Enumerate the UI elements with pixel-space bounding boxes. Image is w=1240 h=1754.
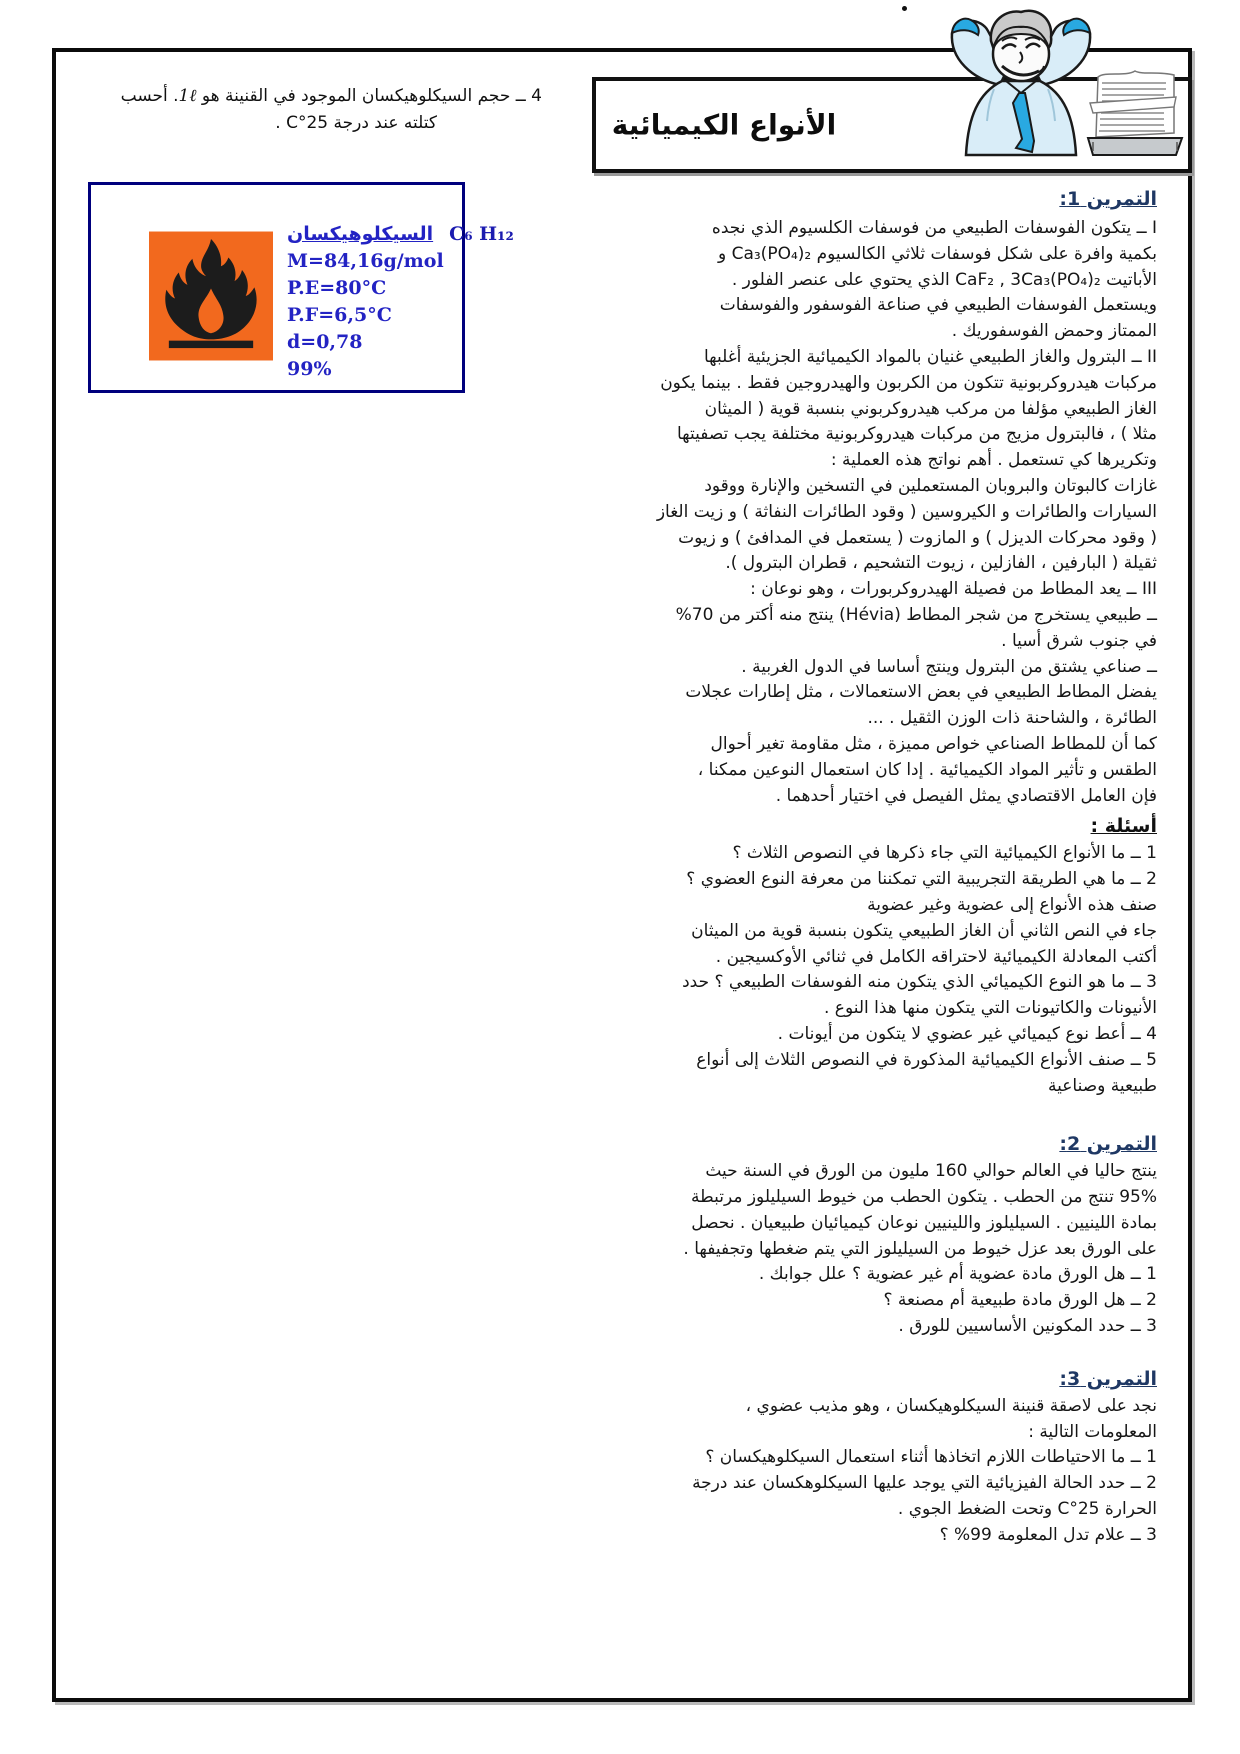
exercise-continuation-note [88, 84, 542, 137]
flammable-hazard-icon [149, 231, 273, 361]
volume-value: 1ℓ [178, 86, 197, 106]
text-line: ويستعمل الفوسفات الطبيعي في صناعة الفوسفور والفوسفات [719, 295, 1157, 316]
question-line: 2 ــ هل الورق مادة طبيعية أم مصنعة ؟ [883, 1290, 1157, 1311]
question-line: 4 ــ أعط نوع كيميائي غير عضوي لا يتكون من أيونات . [777, 1023, 1157, 1044]
text-line: فإن العامل الاقتصادي يمثل الفيصل في اختيار أحدهما . [775, 785, 1157, 806]
note-text-before: 4 ــ حجم السيكلوهيكسان الموجود في القنينة هو [196, 86, 542, 106]
cyclohexane-label-card [88, 182, 514, 393]
question-line: أكتب المعادلة الكيميائية لاحتراقه الكامل في ثنائي الأوكسيجين . [715, 946, 1157, 967]
question-line: الأنيونات والكاتيونات التي يتكون منها هذا النوع . [824, 998, 1157, 1019]
page-title: الأنواع الكيميائية [611, 108, 837, 142]
text-line: الغاز الطبيعي مؤلفا من مركب هيدروكربوني بنسبة قوية ( الميثان [704, 398, 1157, 419]
text-line: غازات كالبوتان والبروبان المستعملين في التسخين والإنارة ووقود [704, 475, 1157, 496]
exercise2-heading: التمرين 2: [1059, 1133, 1157, 1156]
purity-value: 99% [287, 358, 332, 380]
boiling-point-value: P.E=80°C [287, 277, 387, 299]
question-line: طبيعية وصناعية [1048, 1075, 1157, 1096]
text-line: الأباتيت CaF₂ , 3Ca₃(PO₄)₂ الذي يحتوي على عنصر الفلور . [731, 269, 1157, 290]
text-line: نجد على لاصقة قنينة السيكلوهيكسان ، وهو مذيب عضوي ، [745, 1395, 1157, 1416]
text-line: الطقس و تأثير المواد الكيميائية . إدا كان استعمال النوعين ممكنا ، [697, 759, 1157, 780]
chemical-formula: C₆ H₁₂ [449, 223, 514, 245]
question-line: 1 ــ ما الاحتياطات اللازم اتخاذها أثناء استعمال السيكلوهيكسان ؟ [705, 1447, 1157, 1468]
note-line-1 [88, 84, 542, 110]
molar-mass-value: M=84,16g/mol [287, 250, 444, 272]
melting-point-value: P.F=6,5°C [287, 304, 392, 326]
density-value: d=0,78 [287, 331, 363, 353]
question-line: 2 ــ ما هي الطريقة التجريبية التي تمكننا من معرفة النوع العضوي ؟ [686, 869, 1157, 890]
label-info-lines [287, 221, 514, 383]
text-line: III ــ يعد المطاط من فصيلة الهيدروكربورات ، وهو نوعان : [750, 579, 1157, 600]
question-line: 2 ــ حدد الحالة الفيزيائية التي يوجد عليها السيكلوهكسان عند درجة [692, 1473, 1157, 1494]
text-line: المعلومات التالية : [1028, 1421, 1157, 1442]
text-line: I ــ يتكون الفوسفات الطبيعي من فوسفات الكلسيوم الذي نجده [711, 218, 1157, 238]
question-line: 1 ــ ما الأنواع الكيميائية التي جاء ذكرها في النصوص الثلاث ؟ [732, 843, 1157, 864]
exercise1-heading: التمرين 1: [1059, 188, 1157, 210]
text-line: الطائرة ، والشاحنة ذات الوزن الثقيل . ... [867, 708, 1157, 729]
text-line: 95% تنتج من الحطب . يتكون الحطب من خيوط السيليلوز مرتبطة [691, 1187, 1157, 1208]
questions-heading: أسئلة : [1090, 815, 1157, 838]
text-line: السيارات والطائرات و الكيروسين ( وقود الطائرات النفاثة ) و زيت الغاز [656, 501, 1157, 522]
paper-stack-icon [1088, 71, 1182, 155]
note-line-2: كتلته عند درجة 25°C . [275, 112, 437, 133]
label-name-line [287, 221, 514, 248]
exercise3-heading: التمرين 3: [1059, 1367, 1157, 1390]
question-line: 3 ــ حدد المكونين الأساسيين للورق . [898, 1316, 1157, 1337]
relaxed-man-cartoon-illustration [890, 5, 1192, 171]
chemical-name: السيكلوهيكسان [287, 223, 434, 245]
exercises-column [560, 182, 1157, 1549]
question-line: 1 ــ هل الورق مادة عضوية أم غير عضوية ؟ علل جوابك . [758, 1264, 1157, 1285]
text-line: ( وقود محركات الديزل ) و المازوت ( يستعمل في المدافئ ) و زيوت [678, 527, 1157, 548]
text-line: بمادة اللينيين . السيليلوز واللينيين نوعان كيميائيان طبيعيان . نحصل [691, 1212, 1157, 1233]
text-line: كما أن للمطاط الصناعي خواص مميزة ، مثل مقاومة تغير أحوال [710, 733, 1157, 754]
text-line: على الورق بعد عزل خيوط من السيليلوز التي يتم ضغطها وتجفيفها . [683, 1238, 1157, 1259]
text-line: في جنوب شرق أسيا . [1001, 630, 1157, 651]
note-text-after: . أحسب [120, 86, 179, 106]
question-line: صنف هذه الأنواع إلى عضوية وغير عضوية [867, 894, 1157, 915]
text-line: مركبات هيدروكربونية تتكون من الكربون والهيدروجين فقط . بينما يكون [660, 372, 1157, 393]
text-line: بكمية وافرة على شكل فوسفات ثلاثي الكالسيوم Ca₃(PO₄)₂ و [717, 243, 1157, 264]
text-line: يفضل المطاط الطبيعي في بعض الاستعمالات ، مثل إطارات عجلات [685, 682, 1157, 703]
question-line: 3 ــ ما هو النوع الكيميائي الذي يتكون منه الفوسفات الطبيعي ؟ حدد [682, 972, 1157, 993]
question-line: 3 ــ علام تدل المعلومة 99% ؟ [939, 1524, 1157, 1545]
text-line: الممتاز وحمض الفوسفوريك . [951, 321, 1157, 342]
question-line: 5 ــ صنف الأنواع الكيميائية المذكورة في النصوص الثلاث إلى أنواع [696, 1049, 1157, 1070]
text-line: مثلا ) ، فالبترول مزيج من مركبات هيدروكربونية مختلفة يجب تصفيتها [676, 424, 1157, 445]
text-line: ثقيلة ( البارفين ، الفازلين ، زيوت التشحيم ، قطران البترول ). [725, 553, 1157, 574]
text-line: ــ صناعي يشتق من البترول وينتج أساسا في الدول الغربية . [741, 656, 1157, 677]
question-line: الحرارة 25°C وتحت الضغط الجوي . [897, 1499, 1157, 1520]
text-line: ــ طبيعي يستخرج من شجر المطاط (Hévia) ينتج منه أكتر من 70% [675, 604, 1157, 625]
text-line: ينتج حاليا في العالم حوالي 160 مليون من الورق في السنة حيث [705, 1161, 1157, 1182]
text-line: وتكريرها كي تستعمل . أهم نواتج هذه العملية : [830, 450, 1157, 471]
text-line: II ــ البترول والغاز الطبيعي غنيان بالمواد الكيميائية الجزيئية أغلبها [703, 346, 1157, 367]
question-line: جاء في النص الثاني أن الغاز الطبيعي يتكون بنسبة قوية من الميثان [691, 920, 1157, 941]
